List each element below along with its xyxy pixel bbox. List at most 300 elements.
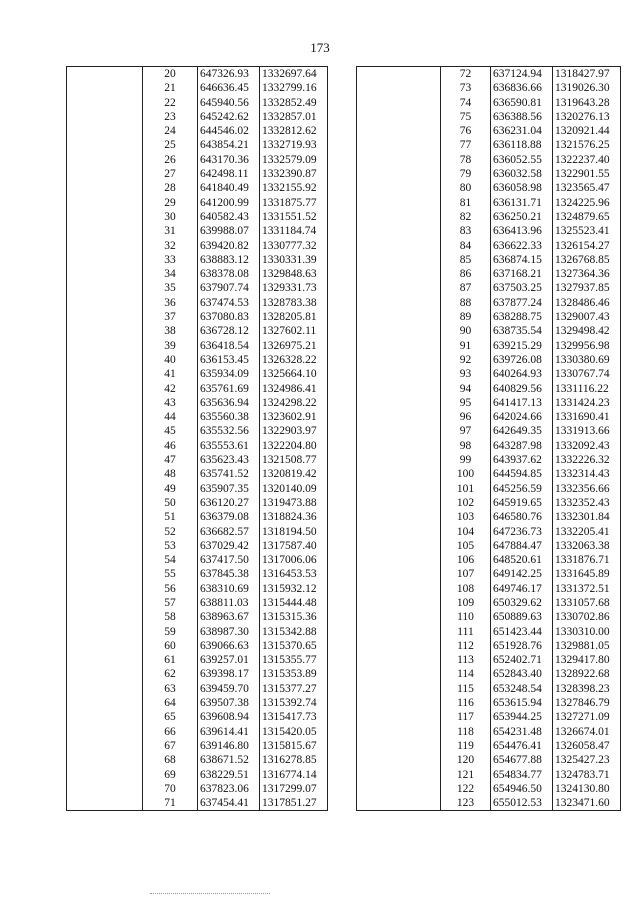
y-coordinate-cell: 1329331.73 [260,281,328,295]
x-coordinate-cell: 636120.27 [198,496,260,510]
table-row [67,567,328,581]
table-row [67,539,328,553]
y-coordinate-cell: 1319643.28 [553,96,621,110]
point-number-cell: 37 [143,310,198,324]
y-coordinate-cell: 1315370.65 [260,639,328,653]
point-number-cell: 92 [441,353,491,367]
x-coordinate-cell: 635907.35 [198,482,260,496]
table-row [357,96,621,110]
table-row [357,424,621,438]
point-number-cell: 62 [143,667,198,681]
table-row [357,310,621,324]
x-coordinate-cell: 654834.77 [491,768,553,782]
y-coordinate-cell: 1328783.38 [260,296,328,310]
point-number-cell: 50 [143,496,198,510]
y-coordinate-cell: 1318194.50 [260,525,328,539]
point-number-cell: 87 [441,281,491,295]
table-row [67,96,328,110]
table-row [357,739,621,753]
table-row [357,782,621,796]
x-coordinate-cell: 636388.56 [491,110,553,124]
y-coordinate-cell: 1332857.01 [260,110,328,124]
point-number-cell: 121 [441,768,491,782]
table-row [67,653,328,667]
x-coordinate-cell: 636250.21 [491,210,553,224]
blank-cell [67,753,143,767]
table-row [67,467,328,481]
y-coordinate-cell: 1319026.30 [553,81,621,95]
blank-cell [67,410,143,424]
blank-cell [357,181,441,195]
y-coordinate-cell: 1315377.27 [260,682,328,696]
table-row [357,253,621,267]
point-number-cell: 85 [441,253,491,267]
blank-cell [67,467,143,481]
table-row [357,67,621,82]
y-coordinate-cell: 1330310.00 [553,625,621,639]
y-coordinate-cell: 1321508.77 [260,453,328,467]
x-coordinate-cell: 638883.12 [198,253,260,267]
blank-cell [67,796,143,811]
point-number-cell: 31 [143,224,198,238]
blank-cell [357,467,441,481]
x-coordinate-cell: 636118.88 [491,138,553,152]
blank-cell [67,367,143,381]
x-coordinate-cell: 642498.11 [198,167,260,181]
point-number-cell: 99 [441,453,491,467]
blank-cell [357,739,441,753]
x-coordinate-cell: 639988.07 [198,224,260,238]
point-number-cell: 89 [441,310,491,324]
point-number-cell: 66 [143,725,198,739]
y-coordinate-cell: 1332852.49 [260,96,328,110]
point-number-cell: 28 [143,181,198,195]
x-coordinate-cell: 637168.21 [491,267,553,281]
table-row [357,324,621,338]
point-number-cell: 45 [143,424,198,438]
blank-cell [67,239,143,253]
point-number-cell: 53 [143,539,198,553]
y-coordinate-cell: 1332356.66 [553,482,621,496]
blank-cell [67,739,143,753]
y-coordinate-cell: 1315315.36 [260,610,328,624]
blank-cell [67,525,143,539]
x-coordinate-cell: 644594.85 [491,467,553,481]
y-coordinate-cell: 1328398.23 [553,682,621,696]
point-number-cell: 100 [441,467,491,481]
x-coordinate-cell: 638963.67 [198,610,260,624]
point-number-cell: 55 [143,567,198,581]
blank-cell [357,267,441,281]
point-number-cell: 86 [441,267,491,281]
table-row [67,424,328,438]
point-number-cell: 107 [441,567,491,581]
y-coordinate-cell: 1321576.25 [553,138,621,152]
point-number-cell: 74 [441,96,491,110]
x-coordinate-cell: 640582.43 [198,210,260,224]
x-coordinate-cell: 639459.70 [198,682,260,696]
y-coordinate-cell: 1331645.89 [553,567,621,581]
blank-cell [357,324,441,338]
y-coordinate-cell: 1329417.80 [553,653,621,667]
point-number-cell: 111 [441,625,491,639]
blank-cell [357,339,441,353]
blank-cell [357,539,441,553]
point-number-cell: 57 [143,596,198,610]
table-row [357,453,621,467]
point-number-cell: 119 [441,739,491,753]
x-coordinate-cell: 643854.21 [198,138,260,152]
y-coordinate-cell: 1331116.22 [553,382,621,396]
y-coordinate-cell: 1329498.42 [553,324,621,338]
y-coordinate-cell: 1322237.40 [553,153,621,167]
y-coordinate-cell: 1316453.53 [260,567,328,581]
y-coordinate-cell: 1315815.67 [260,739,328,753]
point-number-cell: 83 [441,224,491,238]
y-coordinate-cell: 1332226.32 [553,453,621,467]
y-coordinate-cell: 1332799.16 [260,81,328,95]
x-coordinate-cell: 638310.69 [198,582,260,596]
point-number-cell: 52 [143,525,198,539]
table-row [67,496,328,510]
table-row [67,739,328,753]
y-coordinate-cell: 1331372.51 [553,582,621,596]
point-number-cell: 95 [441,396,491,410]
point-number-cell: 44 [143,410,198,424]
blank-cell [67,424,143,438]
point-number-cell: 49 [143,482,198,496]
point-number-cell: 54 [143,553,198,567]
point-number-cell: 112 [441,639,491,653]
blank-cell [67,439,143,453]
table-row [67,296,328,310]
blank-cell [357,710,441,724]
blank-cell [67,482,143,496]
table-row [357,525,621,539]
blank-cell [67,167,143,181]
y-coordinate-cell: 1320921.44 [553,124,621,138]
x-coordinate-cell: 643937.62 [491,453,553,467]
blank-cell [67,553,143,567]
x-coordinate-cell: 639398.17 [198,667,260,681]
point-number-cell: 118 [441,725,491,739]
blank-cell [67,153,143,167]
table-row [357,239,621,253]
point-number-cell: 70 [143,782,198,796]
point-number-cell: 39 [143,339,198,353]
y-coordinate-cell: 1316774.14 [260,768,328,782]
y-coordinate-cell: 1331875.77 [260,196,328,210]
blank-cell [357,110,441,124]
blank-cell [67,210,143,224]
x-coordinate-cell: 639420.82 [198,239,260,253]
blank-cell [67,567,143,581]
blank-cell [357,667,441,681]
point-number-cell: 72 [441,67,491,82]
x-coordinate-cell: 639507.38 [198,696,260,710]
x-coordinate-cell: 635532.56 [198,424,260,438]
table-row [67,239,328,253]
y-coordinate-cell: 1316278.85 [260,753,328,767]
blank-cell [67,310,143,324]
table-row [67,382,328,396]
point-number-cell: 97 [441,424,491,438]
y-coordinate-cell: 1323565.47 [553,181,621,195]
x-coordinate-cell: 637029.42 [198,539,260,553]
footer-rule [150,893,270,894]
table-row [357,653,621,667]
table-row [357,596,621,610]
point-number-cell: 63 [143,682,198,696]
table-row [67,124,328,138]
blank-cell [357,296,441,310]
table-row [357,439,621,453]
point-number-cell: 30 [143,210,198,224]
blank-cell [67,110,143,124]
table-row [357,639,621,653]
point-number-cell: 27 [143,167,198,181]
x-coordinate-cell: 635560.38 [198,410,260,424]
table-row [67,253,328,267]
y-coordinate-cell: 1331184.74 [260,224,328,238]
blank-cell [67,610,143,624]
y-coordinate-cell: 1326154.27 [553,239,621,253]
y-coordinate-cell: 1317587.40 [260,539,328,553]
point-number-cell: 76 [441,124,491,138]
blank-cell [67,510,143,524]
x-coordinate-cell: 636836.66 [491,81,553,95]
x-coordinate-cell: 655012.53 [491,796,553,811]
table-row [67,410,328,424]
x-coordinate-cell: 637845.38 [198,567,260,581]
x-coordinate-cell: 636052.55 [491,153,553,167]
blank-cell [357,525,441,539]
point-number-cell: 41 [143,367,198,381]
x-coordinate-cell: 650889.63 [491,610,553,624]
table-row [357,210,621,224]
x-coordinate-cell: 636231.04 [491,124,553,138]
table-row [357,267,621,281]
blank-cell [67,67,143,82]
x-coordinate-cell: 640264.93 [491,367,553,381]
blank-cell [67,96,143,110]
x-coordinate-cell: 637454.41 [198,796,260,811]
y-coordinate-cell: 1332719.93 [260,138,328,152]
blank-cell [67,496,143,510]
x-coordinate-cell: 635761.69 [198,382,260,396]
y-coordinate-cell: 1315342.88 [260,625,328,639]
table-row [357,625,621,639]
blank-cell [357,210,441,224]
x-coordinate-cell: 636413.96 [491,224,553,238]
y-coordinate-cell: 1315355.77 [260,653,328,667]
x-coordinate-cell: 639608.94 [198,710,260,724]
table-row [67,396,328,410]
x-coordinate-cell: 637080.83 [198,310,260,324]
point-number-cell: 117 [441,710,491,724]
x-coordinate-cell: 652843.40 [491,667,553,681]
table-row [357,553,621,567]
x-coordinate-cell: 636153.45 [198,353,260,367]
point-number-cell: 114 [441,667,491,681]
x-coordinate-cell: 639726.08 [491,353,553,367]
y-coordinate-cell: 1330777.32 [260,239,328,253]
blank-cell [67,324,143,338]
x-coordinate-cell: 648520.61 [491,553,553,567]
table-row [67,610,328,624]
blank-cell [357,768,441,782]
point-number-cell: 32 [143,239,198,253]
y-coordinate-cell: 1315444.48 [260,596,328,610]
table-row [67,310,328,324]
x-coordinate-cell: 635553.61 [198,439,260,453]
blank-cell [357,96,441,110]
x-coordinate-cell: 637823.06 [198,782,260,796]
blank-cell [357,239,441,253]
point-number-cell: 64 [143,696,198,710]
point-number-cell: 90 [441,324,491,338]
point-number-cell: 69 [143,768,198,782]
blank-cell [357,753,441,767]
y-coordinate-cell: 1332063.38 [553,539,621,553]
table-row [357,510,621,524]
y-coordinate-cell: 1331913.66 [553,424,621,438]
point-number-cell: 78 [441,153,491,167]
x-coordinate-cell: 638229.51 [198,768,260,782]
y-coordinate-cell: 1332155.92 [260,181,328,195]
x-coordinate-cell: 636032.58 [491,167,553,181]
table-row [67,110,328,124]
x-coordinate-cell: 636058.98 [491,181,553,195]
point-number-cell: 68 [143,753,198,767]
x-coordinate-cell: 643170.36 [198,153,260,167]
x-coordinate-cell: 654476.41 [491,739,553,753]
point-number-cell: 88 [441,296,491,310]
table-row [67,167,328,181]
y-coordinate-cell: 1315420.05 [260,725,328,739]
point-number-cell: 36 [143,296,198,310]
blank-cell [67,453,143,467]
table-row [357,582,621,596]
blank-cell [357,625,441,639]
x-coordinate-cell: 635934.09 [198,367,260,381]
y-coordinate-cell: 1317851.27 [260,796,328,811]
point-number-cell: 105 [441,539,491,553]
point-number-cell: 93 [441,367,491,381]
point-number-cell: 24 [143,124,198,138]
x-coordinate-cell: 645242.62 [198,110,260,124]
table-row [67,181,328,195]
point-number-cell: 79 [441,167,491,181]
blank-cell [357,196,441,210]
blank-cell [357,396,441,410]
point-number-cell: 59 [143,625,198,639]
y-coordinate-cell: 1331424.23 [553,396,621,410]
point-number-cell: 29 [143,196,198,210]
table-row [67,753,328,767]
point-number-cell: 110 [441,610,491,624]
x-coordinate-cell: 636728.12 [198,324,260,338]
blank-cell [67,653,143,667]
y-coordinate-cell: 1327602.11 [260,324,328,338]
point-number-cell: 22 [143,96,198,110]
x-coordinate-cell: 636590.81 [491,96,553,110]
table-row [67,510,328,524]
point-number-cell: 67 [143,739,198,753]
blank-cell [67,696,143,710]
table-row [67,553,328,567]
table-row [357,482,621,496]
point-number-cell: 46 [143,439,198,453]
blank-cell [67,353,143,367]
table-row [357,796,621,811]
y-coordinate-cell: 1332092.43 [553,439,621,453]
y-coordinate-cell: 1330702.86 [553,610,621,624]
blank-cell [357,410,441,424]
table-row [67,625,328,639]
table-row [67,439,328,453]
y-coordinate-cell: 1315353.89 [260,667,328,681]
blank-cell [67,339,143,353]
x-coordinate-cell: 637503.25 [491,281,553,295]
y-coordinate-cell: 1332579.09 [260,153,328,167]
blank-cell [357,682,441,696]
y-coordinate-cell: 1331690.41 [553,410,621,424]
table-row [67,482,328,496]
blank-cell [357,596,441,610]
point-number-cell: 82 [441,210,491,224]
blank-cell [357,138,441,152]
blank-cell [357,167,441,181]
x-coordinate-cell: 650329.62 [491,596,553,610]
blank-cell [357,67,441,82]
y-coordinate-cell: 1322204.80 [260,439,328,453]
y-coordinate-cell: 1327846.79 [553,696,621,710]
point-number-cell: 120 [441,753,491,767]
point-number-cell: 58 [143,610,198,624]
blank-cell [357,310,441,324]
y-coordinate-cell: 1317299.07 [260,782,328,796]
table-row [357,124,621,138]
point-number-cell: 108 [441,582,491,596]
point-number-cell: 96 [441,410,491,424]
x-coordinate-cell: 646580.76 [491,510,553,524]
y-coordinate-cell: 1320140.09 [260,482,328,496]
blank-cell [67,382,143,396]
table-row [67,224,328,238]
table-row [67,153,328,167]
y-coordinate-cell: 1331057.68 [553,596,621,610]
blank-cell [357,124,441,138]
x-coordinate-cell: 636682.57 [198,525,260,539]
table-row [67,324,328,338]
table-row [67,138,328,152]
table-row [357,410,621,424]
point-number-cell: 42 [143,382,198,396]
table-row [67,582,328,596]
y-coordinate-cell: 1332697.64 [260,67,328,82]
x-coordinate-cell: 638378.08 [198,267,260,281]
point-number-cell: 104 [441,525,491,539]
table-row [357,196,621,210]
blank-cell [67,725,143,739]
coordinate-table-right [356,66,621,811]
point-number-cell: 75 [441,110,491,124]
table-row [357,496,621,510]
y-coordinate-cell: 1322903.97 [260,424,328,438]
table-row [67,281,328,295]
page-number: 173 [310,40,330,55]
